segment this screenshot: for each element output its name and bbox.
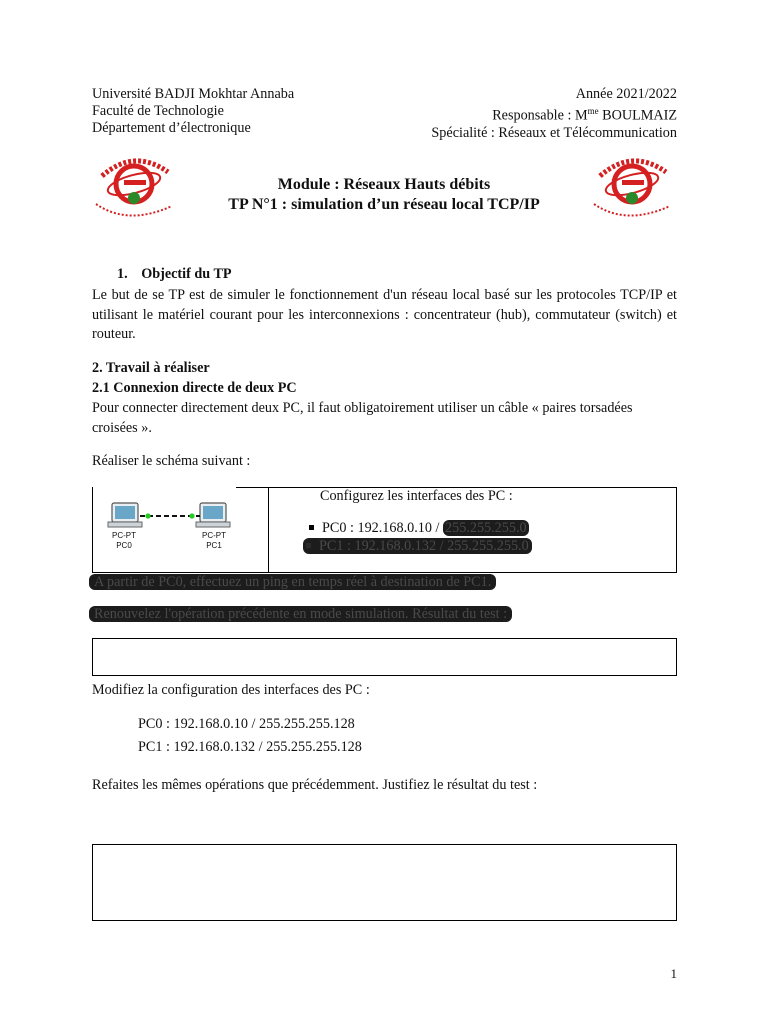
header-right (431, 86, 677, 142)
section1-number: 1. (117, 266, 128, 282)
pc0-mask-highlight: 255.255.255.0 (445, 520, 527, 536)
header-left (92, 86, 294, 137)
simulation-instruction-text: Renouvelez l'opération précédente en mode simulation. Résultat du test : (89, 606, 512, 622)
pc0-name: PC0 (116, 541, 132, 550)
simulation-instruction (89, 606, 512, 623)
pc1-type: PC-PT (202, 531, 226, 540)
table-divider (268, 487, 269, 573)
pc1-label (194, 531, 234, 551)
answer-box-2[interactable] (92, 844, 677, 921)
department-name: Département d’électronique (92, 120, 251, 136)
section2-heading: 2. Travail à réaliser (92, 360, 210, 376)
responsable-sup: me (587, 106, 599, 116)
section2-1-heading: 2.1 Connexion directe de deux PC (92, 380, 297, 396)
config-pc1 (303, 538, 532, 555)
pc0-icon[interactable] (108, 503, 142, 527)
pc0-new-config: PC0 : 192.168.0.10 / 255.255.255.128 (138, 716, 355, 732)
config-title: Configurez les interfaces des PC : (320, 488, 513, 504)
redo-instruction: Refaites les mêmes opérations que précédemment. Justifiez le résultat du test : (92, 777, 538, 793)
pc1-port-led (189, 513, 194, 518)
pc0-label (104, 531, 144, 551)
responsable-name: BOULMAIZ (598, 107, 677, 124)
pc1-name: PC1 (206, 541, 222, 550)
section1-text: Le but de se TP est de simuler le fonctionnement d'un réseau local basé sur les protocoles TCP/IP et utilisant le matériel courant pour les interconnexions : concentrateur (hub), commutateur (switch) et routeur. (92, 287, 677, 342)
page-number: 1 (670, 966, 677, 981)
answer-box-1[interactable] (92, 638, 677, 676)
specialite: Spécialité : Réseaux et Télécommunication (431, 124, 677, 141)
bullet-icon (306, 543, 311, 548)
pc0-type: PC-PT (112, 531, 136, 540)
realiser-text: Réaliser le schéma suivant : (92, 453, 251, 469)
pc1-icon[interactable] (196, 503, 230, 527)
tp-title: TP N°1 : simulation d’un réseau local TCP/IP (228, 196, 540, 213)
table-gap (93, 484, 236, 490)
bullet-icon (309, 525, 314, 530)
responsable-prefix: Responsable : M (492, 107, 588, 124)
academic-year: Année 2021/2022 (575, 86, 677, 102)
pc0-ip: PC0 : 192.168.0.10 / (322, 520, 444, 536)
section2-intro: Pour connecter directement deux PC, il faut obligatoirement utiliser un câble « paires torsadées croisées ». (92, 400, 633, 436)
module-title: Module : Réseaux Hauts débits (277, 176, 491, 193)
pc0-port-led (145, 513, 150, 518)
pc1-new-config: PC1 : 192.168.0.132 / 255.255.255.128 (138, 739, 362, 755)
section1-heading (117, 266, 232, 283)
config-pc0 (309, 520, 529, 537)
section1-title: Objectif du TP (141, 266, 232, 282)
ping-instruction-text: A partir de PC0, effectuez un ping en temps réel à destination de PC1. (89, 574, 496, 590)
university-name: Université BADJI Mokhtar Annaba (92, 86, 295, 102)
pc1-config-highlight: PC1 : 192.168.0.132 / 255.255.255.0 (319, 538, 529, 554)
faculty-name: Faculté de Technologie (92, 103, 224, 119)
ping-instruction (89, 574, 496, 591)
modify-instruction: Modifiez la configuration des interfaces des PC : (92, 682, 370, 698)
responsable (431, 103, 677, 125)
